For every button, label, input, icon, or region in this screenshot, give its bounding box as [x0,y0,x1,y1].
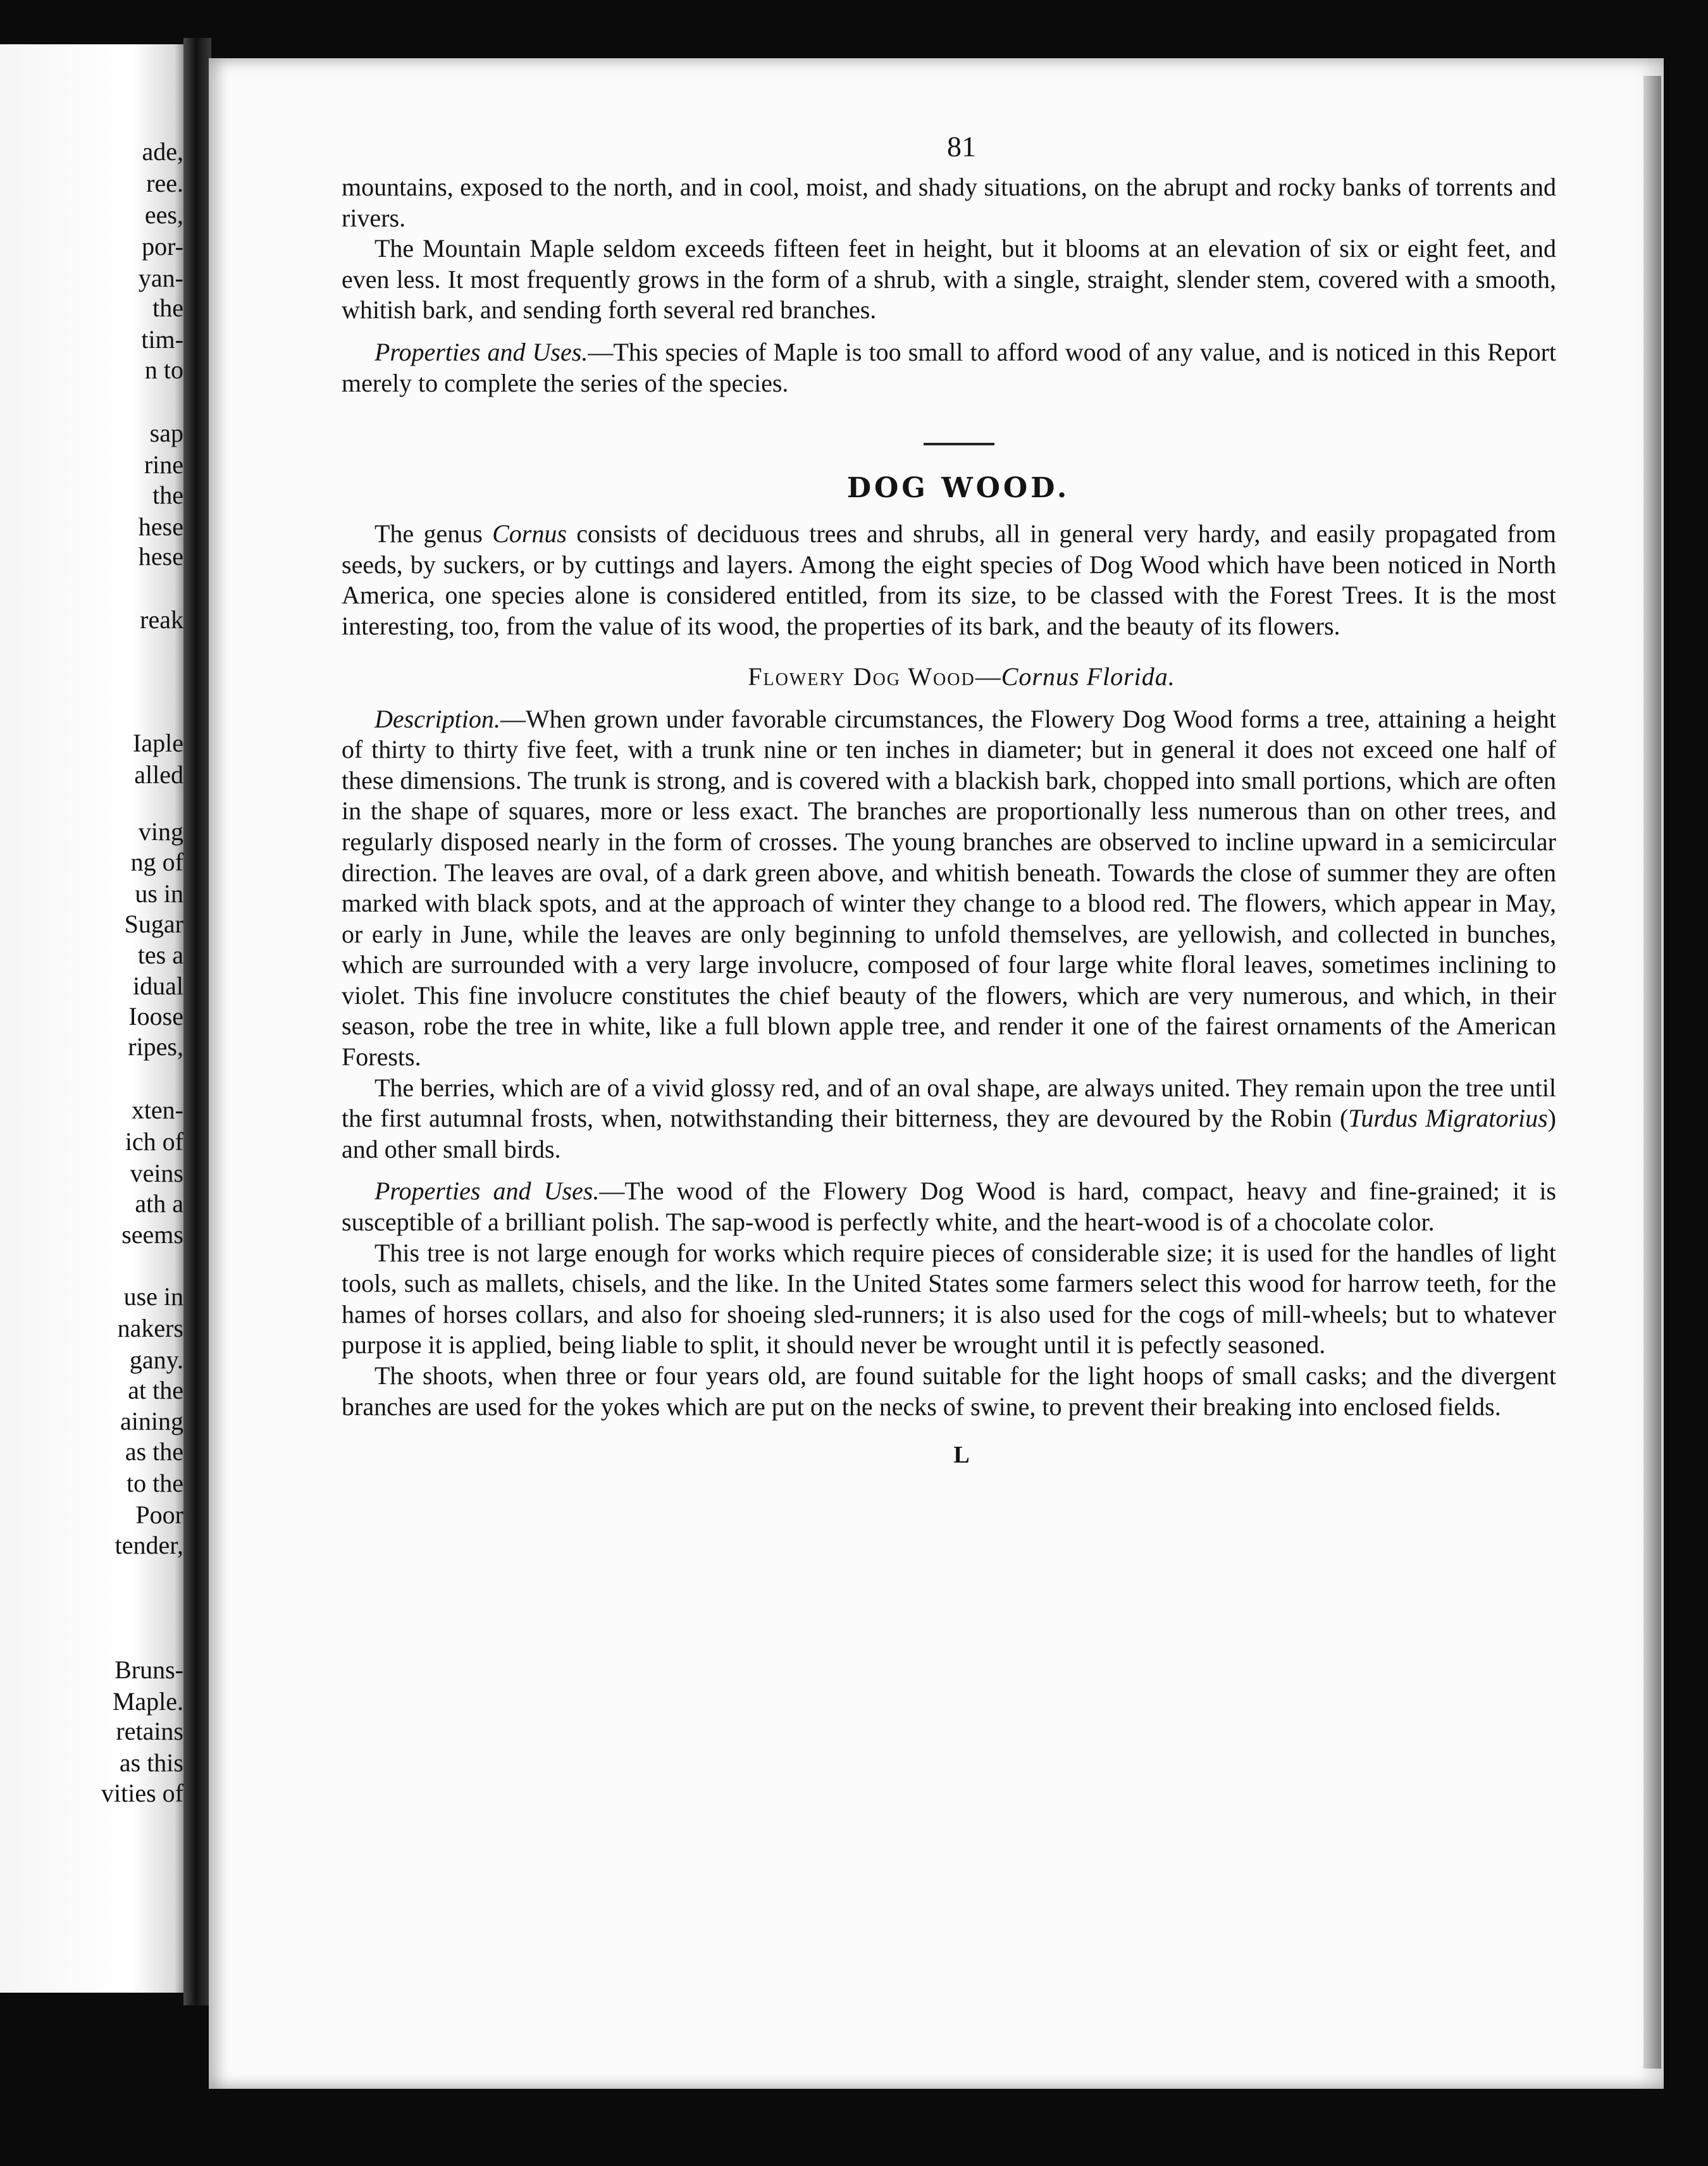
uses-label: Properties and Uses. [374,1177,600,1206]
previous-page-fragment: rine [144,450,183,479]
previous-page-fragment: ees, [144,201,183,229]
previous-page-fragment: idual [133,972,183,1000]
previous-page-fragment: ree. [146,169,183,197]
species-common-name: Flowery Dog Wood [748,662,975,691]
previous-page-fragment: alled [134,760,183,789]
uses-paragraph-2: This tree is not large enough for works which require pieces of considerable size; it is used for the handles of light tools, such as mallets, chisels, and the like. In the United States some farmers select this wood for harrow teeth, for the hames of horses collars, and also for shoeing sled-runners; it is also used for the cogs of mill-wheels; but to whatever purpose it is applied, being liable to split, it should never be wrought until it is pefectly seasoned. [342,1238,1556,1359]
berries-text-after: ) and other small birds. [342,1104,1556,1163]
genus-text-after: consists of deciduous trees and shrubs, all in general very hardy, and easily propagated from seeds, by suckers, or by cuttings and layers. Among the eight species of Dog Wood which have been noticed in North America, one species alone is considered entitled, from its size, to be classed with the Forest Trees. It is the most interesting, too, from the value of its wood, the properties of its bark, and the beauty of its flowers. [342,519,1556,640]
previous-page-fragment: ath a [135,1189,183,1218]
genus-paragraph [342,519,1556,641]
previous-page-fragment: tes a [137,941,183,969]
previous-page-fragment: the [152,294,183,322]
species-heading [342,661,1556,693]
previous-page-edge [0,44,190,1993]
intro-paragraph-2: The Mountain Maple seldom exceeds fifteen feet in height, but it blooms at an elevation of six or eight feet, and even less. It most frequently grows in the form of a shrub, with a single, straight, slender stem, covered with a smooth, whitish bark, and sending forth several red branches. [342,234,1556,325]
previous-page-fragment: as the [125,1437,183,1466]
properties-label: Properties and Uses. [374,337,588,366]
berries-text-before: The berries, which are of a vivid glossy red, and of an oval shape, are always united. They remain upon the tree until the first autumnal frosts, when, notwithstanding their bitterness, they are devoured by the Robin ( [342,1073,1556,1133]
previous-page-fragment: sap [149,419,183,447]
uses-text: —The wood of the Flowery Dog Wood is hard, compact, heavy and fine-grained; it is susceptible of a brilliant polish. The sap-wood is perfectly white, and the heart-wood is of a chocolate color. [342,1177,1556,1237]
previous-page-fragment: Bruns- [114,1655,183,1684]
previous-page-fragment: at the [128,1376,183,1404]
previous-page-fragment: aining [120,1407,183,1435]
berries-paragraph [342,1073,1556,1165]
description-text: —When grown under favorable circumstances, the Flowery Dog Wood forms a tree, attaining a height of thirty to thirty five feet, with a trunk nine or ten inches in diameter; but in general it does not exceed one half of these dimensions. The trunk is strong, and is covered with a blackish bark, chopped into small portions, which are often in the shape of squares, more or less exact. The branches are proportionally less numerous than on other trees, and regularly disposed nearly in the form of crosses. The young branches are observed to incline upward in a semicircular direction. The leaves are oval, of a dark green above, and whitish beneath. Towards the close of summer they are often marked with black spots, and at the approach of winter they change to a blood red. The flowers, which appear in May, or early in June, while the leaves are only beginning to unfold themselves, are yellowish, and collected in bunches, which are surrounded with a very large involucre, composed of four large white floral leaves, sometimes inclining to violet. This fine involucre constitutes the chief beauty of the flowers, which are very numerous, and which, in their season, robe the tree in white, like a full blown apple tree, and render it one of the fairest ornaments of the American Forests. [342,704,1556,1072]
previous-page-fragment: Ioose [128,1002,183,1030]
previous-page-fragment: Poor [135,1501,183,1529]
previous-page-fragment: por- [142,232,183,261]
page-text [342,128,1556,1471]
previous-page-fragment: us in [135,879,183,908]
previous-page-fragment: xten- [131,1096,183,1124]
section-title: DOG WOOD. [846,472,1070,505]
previous-page-fragment: n to [144,356,183,384]
description-label: Description. [374,704,500,733]
previous-page-fragment: vities of [101,1779,183,1807]
previous-page-fragment: use in [123,1282,183,1311]
previous-page-fragment: Sugar [124,910,183,938]
book-gutter [183,38,211,2005]
previous-page-fragment: the [152,481,183,509]
previous-page-fragment: Iaple [133,729,183,757]
previous-page-fragment: ripes, [128,1032,183,1061]
previous-page-fragment: as this [119,1748,183,1777]
previous-page-fragment: hese [138,512,183,541]
section-divider [924,443,994,445]
signature-mark: L [953,1442,970,1469]
previous-page-fragment: tim- [141,325,183,354]
previous-page-fragment: Maple. [112,1687,183,1716]
previous-page-fragment: hese [138,542,183,571]
berries-latin-name: Turdus Migratorius [1348,1104,1548,1133]
species-dash: — [975,662,1001,691]
previous-page-fragment: gany. [129,1346,183,1374]
previous-page-fragment: yan- [138,264,183,292]
properties-text: —This species of Maple is too small to afford wood of any value, and is noticed in this Report merely to complete the series of the species. [342,337,1557,397]
book-page [209,58,1664,2089]
description-paragraph [342,704,1556,1073]
previous-page-fragment: ich of [125,1127,183,1156]
page-fore-edge [1643,76,1661,2069]
previous-page-fragment: nakers [117,1314,183,1342]
previous-page-fragment: reak [140,605,183,634]
previous-page-fragment: ng of [130,848,183,876]
page-number: 81 [947,130,976,163]
intro-paragraph-1: mountains, exposed to the north, and in cool, moist, and shady situations, on the abrupt and rocky banks of torrents and rivers. [342,173,1556,232]
previous-page-fragment: seems [121,1220,183,1249]
previous-page-fragment: ving [138,817,183,846]
previous-page-fragment: ade, [142,137,183,166]
genus-text-before: The genus [374,519,493,548]
genus-name: Cornus [492,519,567,548]
uses-paragraph-1 [342,1176,1556,1237]
previous-page-fragment: retains [116,1717,183,1745]
uses-paragraph-3: The shoots, when three or four years old, are found suitable for the light hoops of small casks; and the divergent branches are used for the yokes which are put on the necks of swine, to prevent their breaking into enclosed fields. [342,1361,1556,1421]
intro-properties-paragraph [342,337,1556,399]
previous-page-fragment: to the [127,1469,183,1497]
previous-page-fragment: tender, [114,1531,183,1559]
species-latin-name: Cornus Florida. [1001,662,1175,691]
previous-page-fragment: veins [130,1159,183,1187]
